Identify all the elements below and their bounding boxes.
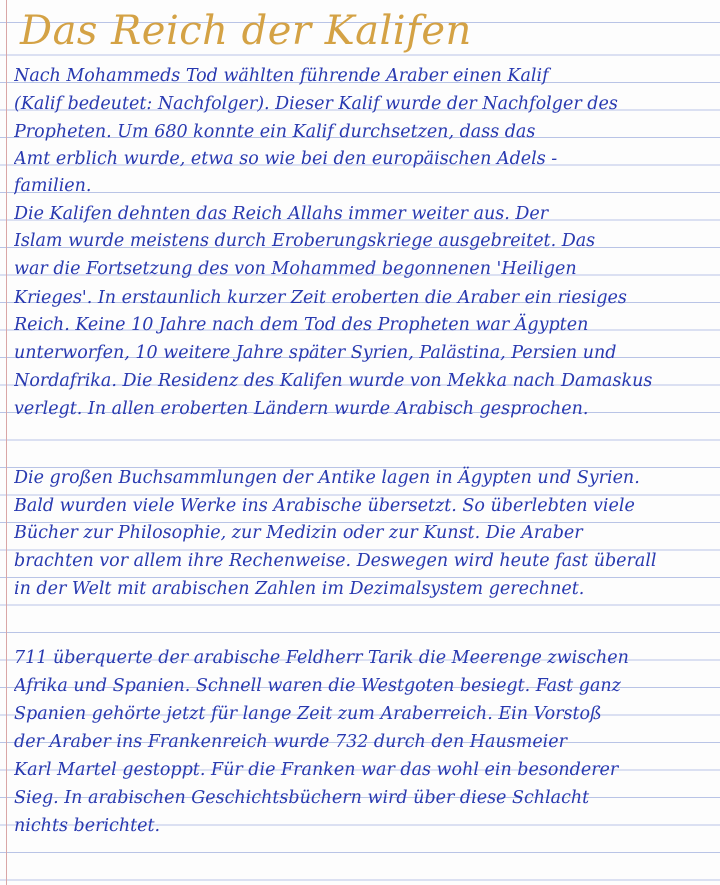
text-line: (Kalif bedeutet: Nachfolger). Dieser Kalif wurde der Nachfolger des xyxy=(14,94,618,114)
text-line: der Araber ins Frankenreich wurde 732 durch den Hausmeier xyxy=(14,732,568,752)
margin-rule xyxy=(6,0,7,885)
text-line: 711 überquerte der arabische Feldherr Tarik die Meerenge zwischen xyxy=(14,648,629,668)
text-line: war die Fortsetzung des von Mohammed begonnenen 'Heiligen xyxy=(14,259,577,279)
text-line: Propheten. Um 680 konnte ein Kalif durchsetzen, dass das xyxy=(14,122,536,142)
text-line: Amt erblich wurde, etwa so wie bei den europäischen Adels - xyxy=(14,149,558,169)
text-line: nichts berichtet. xyxy=(14,816,161,836)
text-line: Die Kalifen dehnten das Reich Allahs immer weiter aus. Der xyxy=(14,204,549,224)
text-line: verlegt. In allen eroberten Ländern wurde Arabisch gesprochen. xyxy=(14,399,589,419)
text-line: unterworfen, 10 weitere Jahre später Syrien, Palästina, Persien und xyxy=(14,343,617,363)
text-line: Afrika und Spanien. Schnell waren die Westgoten besiegt. Fast ganz xyxy=(14,676,621,696)
text-line: Karl Martel gestoppt. Für die Franken war das wohl ein besonderer xyxy=(14,760,619,780)
text-line: familien. xyxy=(14,176,92,196)
text-line: Islam wurde meistens durch Eroberungskriege ausgebreitet. Das xyxy=(14,231,596,251)
text-line: in der Welt mit arabischen Zahlen im Dezimalsystem gerechnet. xyxy=(14,579,585,599)
text-line: Sieg. In arabischen Geschichtsbüchern wird über diese Schlacht xyxy=(14,788,590,808)
text-line: Nach Mohammeds Tod wählten führende Araber einen Kalif xyxy=(14,66,549,86)
text-line: Nordafrika. Die Residenz des Kalifen wurde von Mekka nach Damaskus xyxy=(14,371,653,391)
text-line: Die großen Buchsammlungen der Antike lagen in Ägypten und Syrien. xyxy=(14,468,640,488)
text-line: Bald wurden viele Werke ins Arabische übersetzt. So überlebten viele xyxy=(14,496,635,516)
text-line: Bücher zur Philosophie, zur Medizin oder zur Kunst. Die Araber xyxy=(14,523,583,543)
text-line: Krieges'. In erstaunlich kurzer Zeit eroberten die Araber ein riesiges xyxy=(14,288,627,308)
text-line: Reich. Keine 10 Jahre nach dem Tod des Propheten war Ägypten xyxy=(14,315,589,335)
text-line: Spanien gehörte jetzt für lange Zeit zum Araberreich. Ein Vorstoß xyxy=(14,704,602,724)
page-title: Das Reich der Kalifen xyxy=(20,8,472,54)
text-line: brachten vor allem ihre Rechenweise. Deswegen wird heute fast überall xyxy=(14,551,657,571)
